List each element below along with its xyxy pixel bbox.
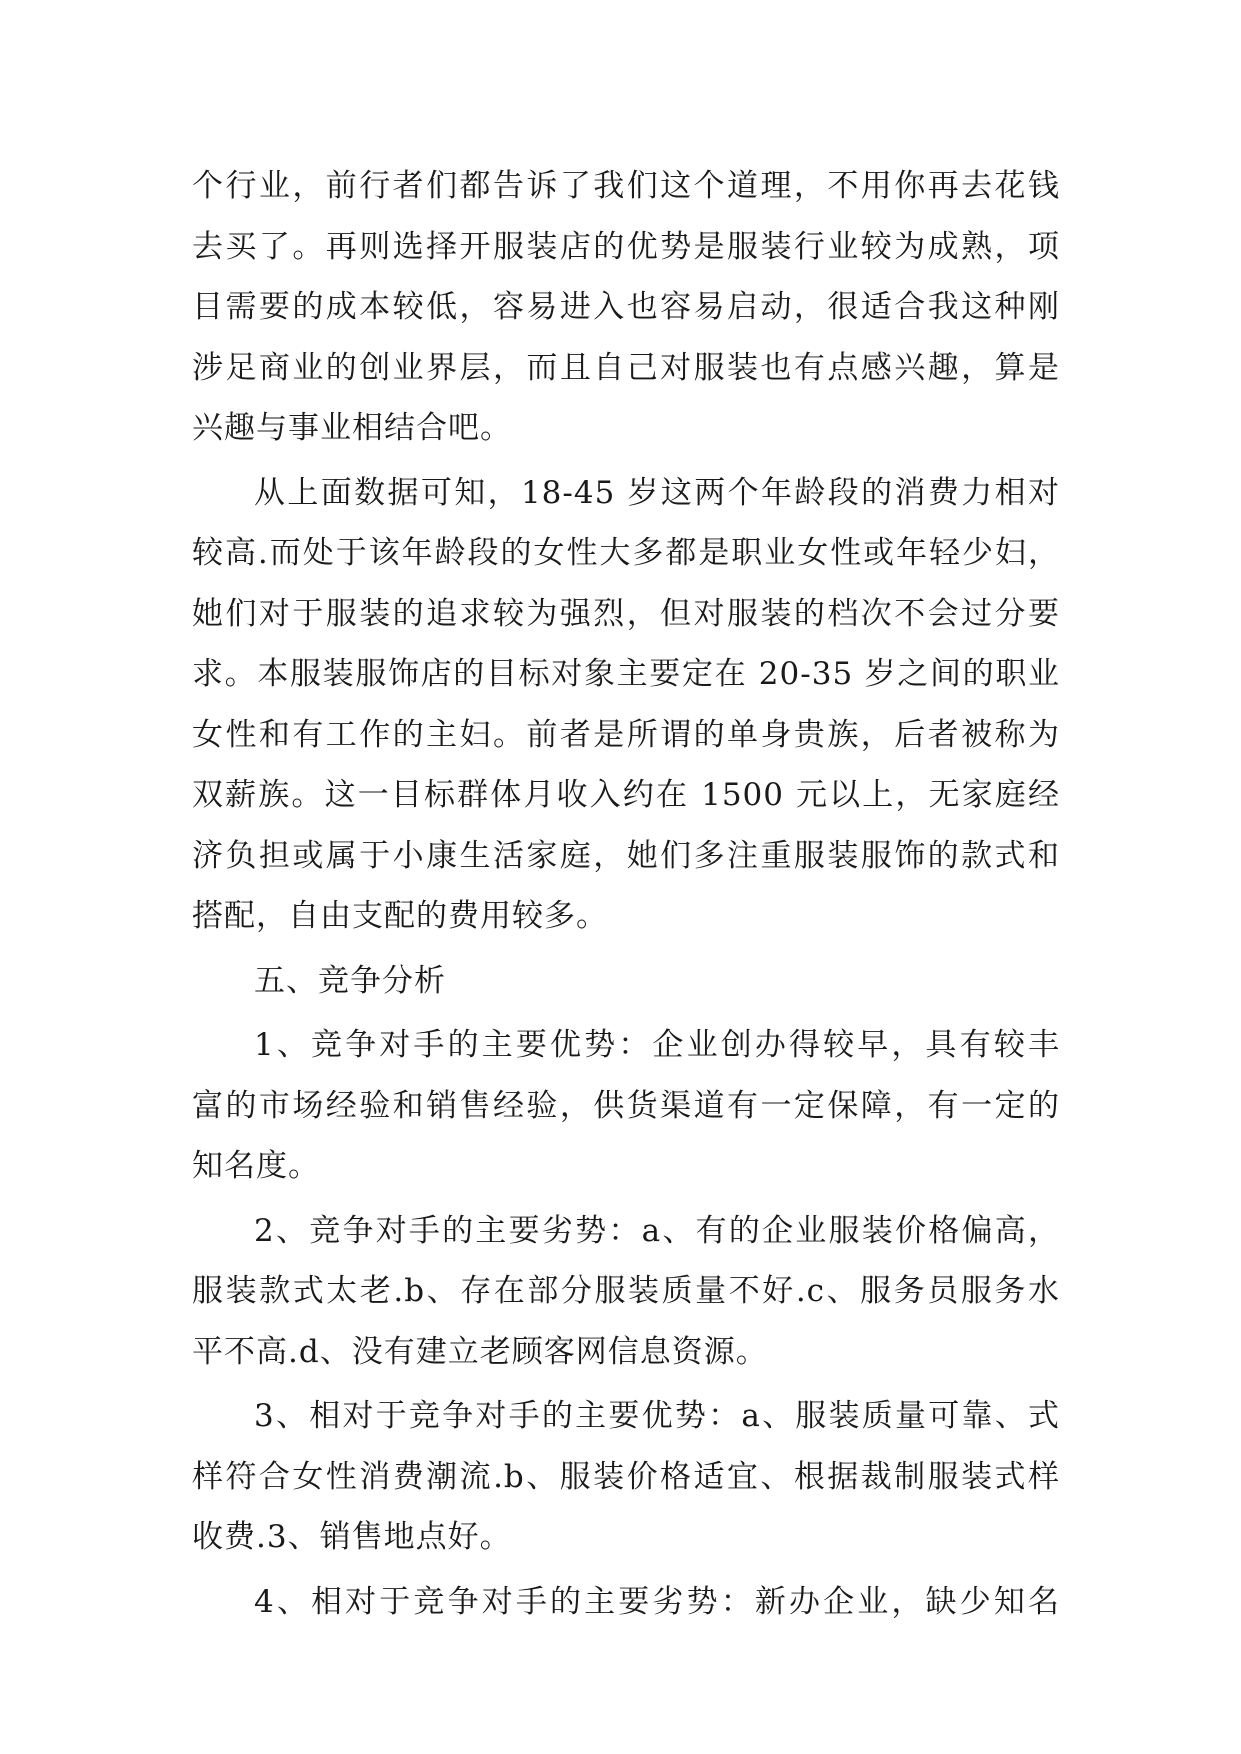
text-line: 2、竞争对手的主要劣势：a、有的企业服装价格偏高， xyxy=(254,1212,1060,1249)
text-line: 女性和有工作的主妇。前者是所谓的单身贵族，后者被称为 xyxy=(192,716,1060,753)
paragraph xyxy=(192,1572,1060,1633)
paragraph xyxy=(192,463,1060,947)
text-line: 她们对于服装的追求较为强烈，但对服装的档次不会过分要 xyxy=(192,595,1060,632)
text-line: 1、竞争对手的主要优势：企业创办得较早，具有较丰 xyxy=(254,1027,1060,1063)
text-line: 去买了。再则选择开服装店的优势是服装行业较为成熟，项 xyxy=(192,228,1060,265)
paragraph xyxy=(192,1015,1060,1197)
text-line: 目需要的成本较低，容易进入也容易启动，很适合我这种刚 xyxy=(192,289,1060,325)
text-line: 样符合女性消费潮流.b、服装价格适宜、根据裁制服装式样 xyxy=(192,1458,1060,1495)
text-line: 五、竞争分析 xyxy=(254,962,446,999)
text-line: 服装款式太老.b、存在部分服装质量不好.c、服务员服务水 xyxy=(192,1273,1060,1309)
paragraph xyxy=(192,951,1060,1012)
paragraph xyxy=(192,1201,1060,1383)
document-body xyxy=(192,156,1060,1632)
text-line: 富的市场经验和销售经验，供货渠道有一定保障，有一定的 xyxy=(192,1087,1060,1124)
text-line: 较高.而处于该年龄段的女性大多都是职业女性或年轻少妇， xyxy=(192,535,1060,571)
text-line: 兴趣与事业相结合吧。 xyxy=(192,410,512,446)
text-line: 搭配，自由支配的费用较多。 xyxy=(192,898,608,934)
text-line: 求。本服装服饰店的目标对象主要定在 20-35 岁之间的职业 xyxy=(192,656,1060,692)
text-line: 涉足商业的创业界层，而且自己对服装也有点感兴趣，算是 xyxy=(192,349,1060,386)
text-line: 知名度。 xyxy=(192,1148,320,1184)
paragraph xyxy=(192,1386,1060,1568)
text-line: 3、相对于竞争对手的主要优势：a、服装质量可靠、式 xyxy=(254,1398,1060,1434)
text-line: 个行业，前行者们都告诉了我们这个道理，不用你再去花钱 xyxy=(192,168,1060,204)
text-line: 双薪族。这一目标群体月收入约在 1500 元以上，无家庭经 xyxy=(192,777,1060,813)
paragraph xyxy=(192,156,1060,459)
text-line: 收费.3、销售地点好。 xyxy=(192,1519,512,1555)
text-line: 平不高.d、没有建立老顾客网信息资源。 xyxy=(192,1333,768,1370)
text-line: 济负担或属于小康生活家庭，她们多注重服装服饰的款式和 xyxy=(192,837,1060,874)
text-line: 4、相对于竞争对手的主要劣势：新办企业，缺少知名 xyxy=(254,1583,1060,1620)
text-line: 从上面数据可知，18-45 岁这两个年龄段的消费力相对 xyxy=(254,474,1060,511)
